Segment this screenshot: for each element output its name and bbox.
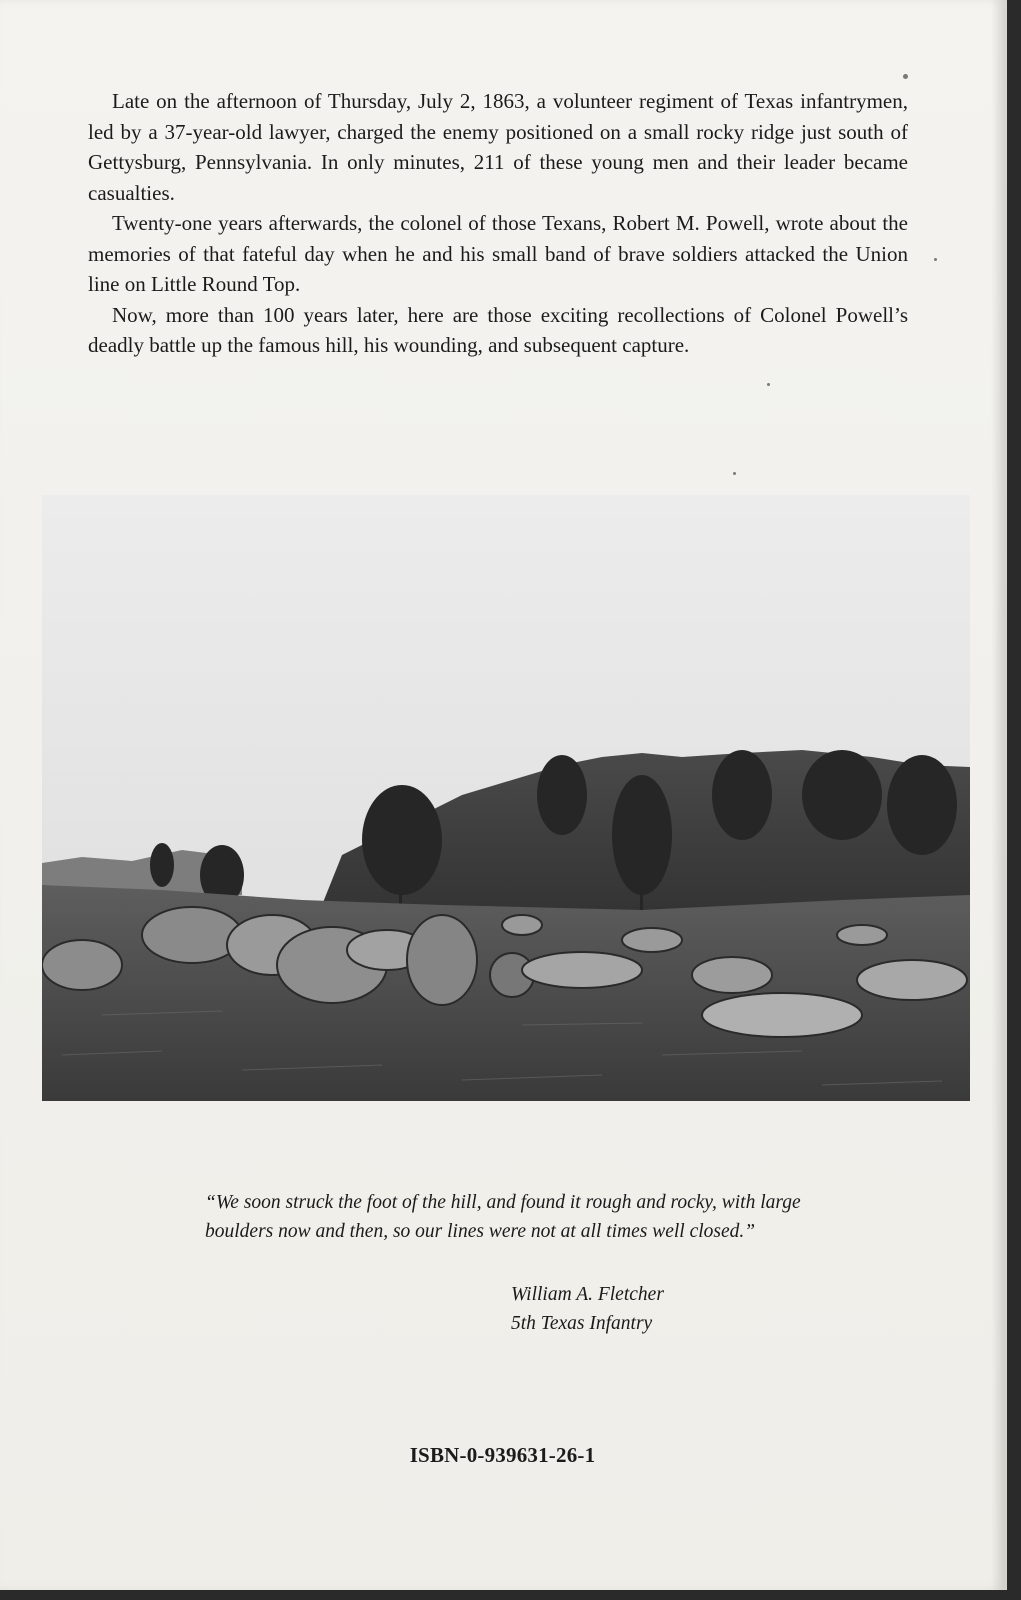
blurb-paragraph-1: Late on the afternoon of Thursday, July 2, 1863, a volunteer regiment of Texas infantrymen, led by a 37-year-old lawyer, charged the enemy positioned on a small rocky ridge just south of Gettysburg, Pennsylvania. In only minutes, 211 of these young men and their leader became casualties.: [88, 89, 908, 205]
pull-quote: “We soon struck the foot of the hill, and found it rough and rocky, with large boulders now and then, so our lines were not at all times well closed.”: [205, 1192, 801, 1242]
paper-speck: [934, 258, 937, 261]
hillside-photo-illustration: [42, 495, 970, 1101]
quote-attribution: [511, 1280, 664, 1338]
paper-speck: [767, 383, 770, 386]
paper-speck: [903, 74, 908, 79]
landscape-photo: [42, 495, 970, 1101]
quote-affiliation: 5th Texas Infantry: [511, 1313, 653, 1334]
page-edge-shadow: [991, 0, 1005, 1590]
paper-speck: [733, 472, 736, 475]
blurb-paragraph-3: Now, more than 100 years later, here are those exciting recollections of Colonel Powell’s deadly battle up the famous hill, his wounding, and subsequent capture.: [88, 302, 908, 357]
blurb-text: [88, 86, 908, 361]
isbn-number: ISBN-0-939631-26-1: [409, 1443, 596, 1467]
blurb-paragraph-2: Twenty-one years afterwards, the colonel of those Texans, Robert M. Powell, wrote about the memories of that fateful day when he and his small band of brave soldiers attacked the Union line on Little Round Top.: [88, 211, 908, 296]
quote-author: William A. Fletcher: [511, 1284, 664, 1305]
